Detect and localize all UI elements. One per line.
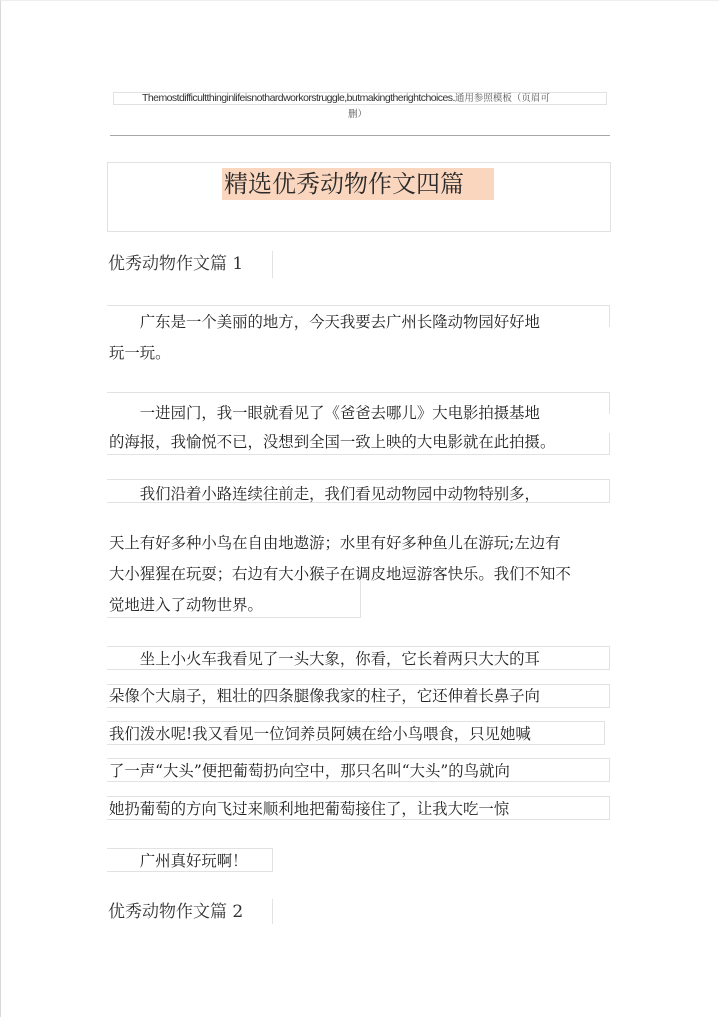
page-header xyxy=(142,89,582,108)
body-line: 玩一玩。 xyxy=(109,344,171,362)
body-line: 她扔葡萄的方向飞过来顺利地把葡萄接住了，让我大吃一惊 xyxy=(109,800,510,818)
body-line: 一进园门，我一眼就看见了《爸爸去哪儿》大电影拍摄基地 xyxy=(109,404,540,422)
section-heading-1: 优秀动物作文篇 1 xyxy=(108,254,244,274)
header-chinese-text: 通用参照模板（页眉可 xyxy=(454,93,550,104)
body-line: 天上有好多种小鸟在自由地遨游；水里有好多种鱼儿在游玩;左边有 xyxy=(109,534,561,552)
body-line: 我们泼水呢!我又看见一位饲养员阿姨在给小鸟喂食，只见她喊 xyxy=(109,725,531,743)
body-line: 觉地进入了动物世界。 xyxy=(109,596,263,614)
body-line: 朵像个大扇子，粗壮的四条腿像我家的柱子，它还伸着长鼻子向 xyxy=(109,687,540,705)
body-line: 我们沿着小路连续往前走，我们看见动物园中动物特别多， xyxy=(109,485,540,503)
header-divider xyxy=(110,135,610,136)
document-title: 精选优秀动物作文四篇 xyxy=(224,170,464,198)
header-english-text: Themostdifficultthinginlifeisnothardworkorstruggle,butmakingtherightchoices. xyxy=(142,92,455,104)
body-line: 坐上小火车我看见了一头大象，你看，它长着两只大大的耳 xyxy=(109,650,540,668)
body-line: 了一声“大头”便把葡萄扔向空中，那只名叫“大头”的鸟就向 xyxy=(109,762,510,780)
section-heading-2: 优秀动物作文篇 2 xyxy=(108,902,244,922)
body-line: 的海报，我愉悦不已，没想到全国一致上映的大电影就在此拍摄。 xyxy=(109,433,556,451)
body-line: 广东是一个美丽的地方，今天我要去广州长隆动物园好好地 xyxy=(109,313,540,331)
header-chinese-text-line2: 删） xyxy=(348,109,368,120)
body-line: 大小猩猩在玩耍；右边有大小猴子在调皮地逗游客快乐。我们不知不 xyxy=(109,565,571,583)
body-line: 广州真好玩啊！ xyxy=(109,852,248,870)
